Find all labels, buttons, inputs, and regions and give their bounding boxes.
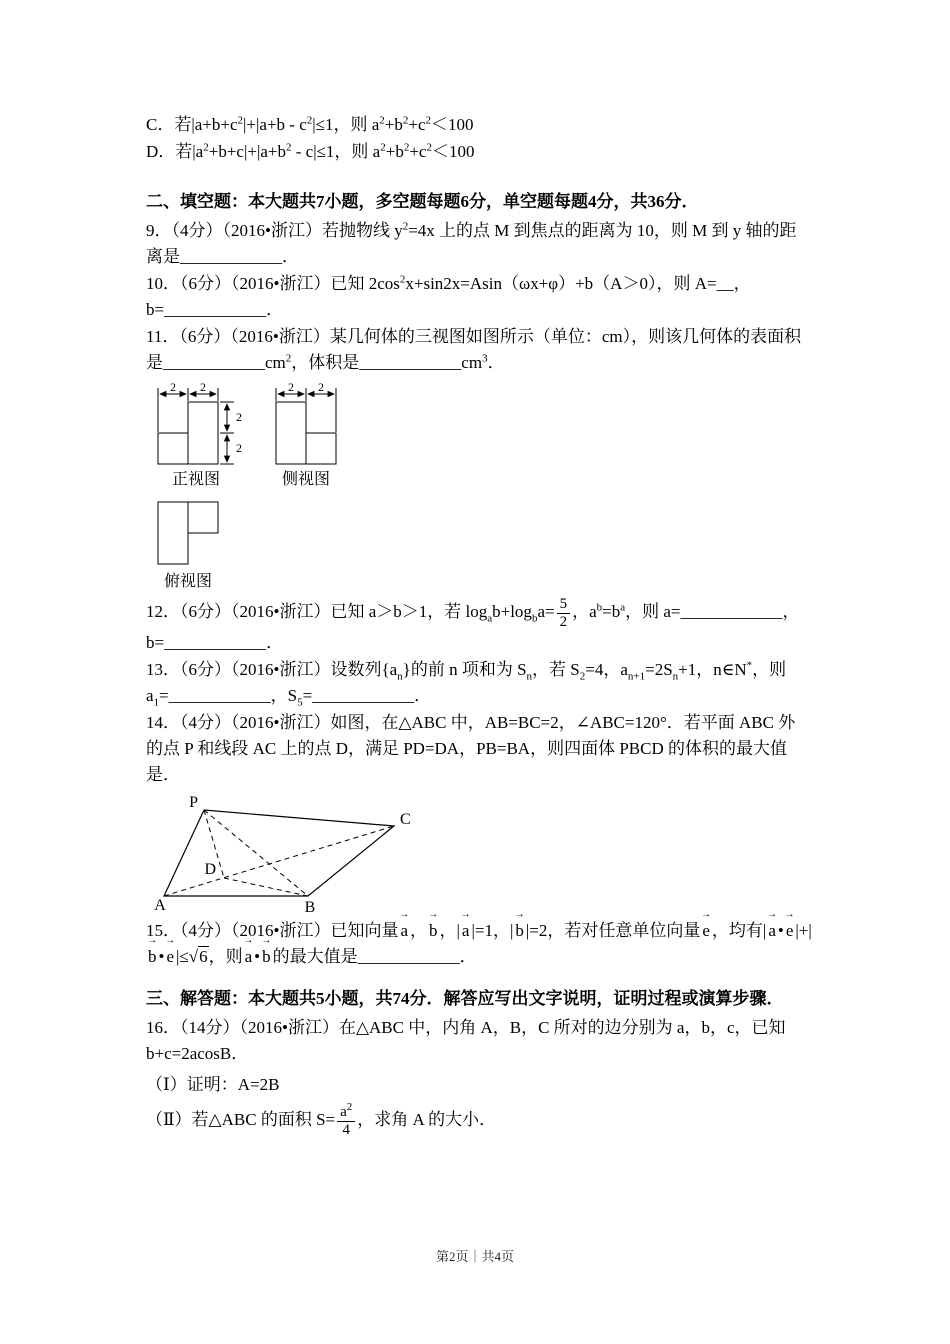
front-view bbox=[158, 388, 234, 464]
dimension-label: 2 bbox=[288, 382, 294, 394]
question-10: 10．（6分）（2016•浙江）已知 $2\cos^2x+\sin 2x=Asin(\omega x+\varphi)+b(A>0)$，则 A=__，b=____________． bbox=[146, 273, 751, 319]
three-view-svg bbox=[146, 382, 386, 594]
question-13: 13．（6分）（2016•浙江）设数列$\{a_n\}$的前 n 项和为 $S_n$，若 $S_2=4$，$a_{n+1}=2S_n+1$，n∈N*，则 $a_1=\_\_\_\_\_\_\_\_\_\_\_\_$，$S_5=\_\_\_\_\_\_\_\_\_\_\_\_$． bbox=[146, 659, 787, 709]
dimension-label: 2 bbox=[236, 441, 242, 455]
option-d: D．若$|a^2+b+c|+|a+b^2 - c|\le 1$，则 $a^2+b^2+c^2<100$ bbox=[146, 141, 475, 161]
question-16: 16．（14分）（2016•浙江）在△ABC 中，内角 A，B，C 所对的边分别为 a，b，c，已知 b+c=2acosB． bbox=[146, 1018, 786, 1063]
side-view-label: 侧视图 bbox=[281, 471, 331, 488]
question-11: 11．（6分）（2016•浙江）某几何体的三视图如图所示（单位：cm），则该几何体的表面积是$\_\_\_\_\_\_\_\_\_\_\_\_cm^2$，体积是$\_\_\_\_\_\_\_\_\_\_\_\_cm^3$． bbox=[146, 327, 802, 372]
question-12: 12．（6分）（2016•浙江）已知 a＞b＞1，若 $\log_ab+\log_ba=$ $\frac{5}{2}$ ，$a^b=b^a$，则 a=____________，b=____________． bbox=[146, 596, 800, 652]
dimension-label: 2 bbox=[200, 382, 206, 394]
option-c: C．若$|a+b+c^2|+|a+b - c^2|\le 1$，则 $a^2+b^2+c^2<100$ bbox=[146, 114, 474, 134]
question-9: 9．（4分）（2016•浙江）若抛物线 $y^2=4x$ 上的点 M 到焦点的距离为 10，则 M 到 y 轴的距离是____________． bbox=[146, 220, 797, 266]
question-16-part2: （Ⅱ）若△ABC 的面积 S= $\frac{a^2}{4}$ ，求角 A 的大小． bbox=[146, 1101, 497, 1138]
vertex-label-c: C bbox=[400, 811, 411, 828]
question-16-part1: （Ⅰ）证明：A=2B bbox=[146, 1075, 280, 1094]
document-body bbox=[146, 112, 812, 1139]
page-footer: 第2页｜共4页 bbox=[435, 1249, 514, 1264]
front-view-label: 正视图 bbox=[171, 471, 221, 488]
dimension-label: 2 bbox=[170, 382, 176, 394]
three-view-figure bbox=[146, 382, 812, 594]
vertex-label-a: A bbox=[154, 897, 166, 914]
question-14: 14．（4分）（2016•浙江）如图，在△ABC 中，AB=BC=2，∠ABC=120°．若平面 ABC 外的点 P 和线段 AC 上的点 D，满足 PD=DA，PB=BA，则四面体 PBCD 的体积的最大值是． bbox=[146, 713, 796, 784]
question-15: 15．（4分）（2016•浙江）已知向量 → a ， → b ，| → a |=1，| → b |=2，若对任意单位向量 → e ，均有| → a • → e |+|→ b • → e |≤√6，则 → a • → b 的最大值是____________． bbox=[146, 918, 812, 970]
vertex-label-p: P bbox=[189, 794, 198, 811]
vertex-label-b: B bbox=[304, 899, 316, 916]
vertex-label-d: D bbox=[204, 861, 216, 878]
dimension-label: 2 bbox=[318, 382, 324, 394]
section-2-header: 二、填空题：本大题共7小题，多空题每题6分，单空题每题4分，共36分． bbox=[146, 192, 699, 211]
top-view bbox=[158, 502, 218, 564]
tetrahedron-svg bbox=[146, 794, 436, 916]
side-view bbox=[276, 388, 336, 464]
dimension-label: 2 bbox=[236, 410, 242, 424]
top-view-label: 俯视图 bbox=[163, 573, 213, 590]
tetrahedron-solid-edges bbox=[164, 810, 394, 896]
section-3-header: 三、解答题：本大题共5小题，共74分．解答应写出文字说明，证明过程或演算步骤． bbox=[146, 989, 784, 1008]
tetrahedron-figure bbox=[146, 794, 812, 916]
